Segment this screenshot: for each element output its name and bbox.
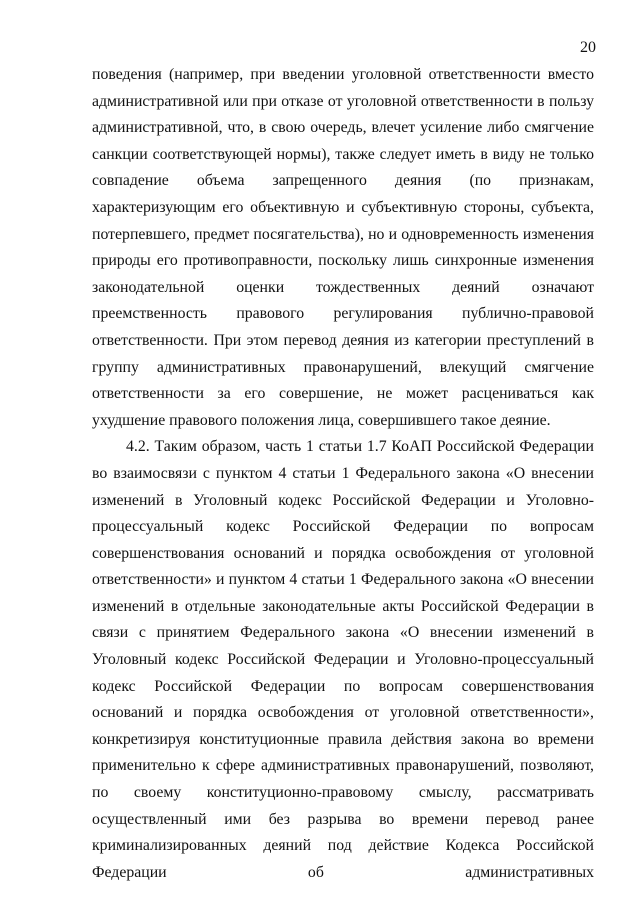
paragraph-continuation: поведения (например, при введении уголовной ответственности вместо административной или при отказе от уголовной ответственности в пользу административной, что, в свою очередь, влечет усиление либо смягчение санкции соответствующей нормы), также следует иметь в виду не только совпадение объема запрещенного деяния (по признакам, характеризующим его объективную и субъективную стороны, субъекта, потерпевшего, предмет посягательства), но и одновременность изменения природы его противоправности, поскольку лишь синхронные изменения законодательной оценки тождественных деяний означают преемственность правового регулирования публично-правовой ответственности. При этом перевод деяния из категории преступлений в группу административных правонарушений, влекущий смягчение ответственности за его совершение, не может расцениваться как ухудшение правового положения лица, совершившего такое деяние. [92, 66, 594, 429]
paragraph-4-2: 4.2. Таким образом, часть 1 статьи 1.7 КоАП Российской Федерации во взаимосвязи с пунктом 4 статьи 1 Федерального закона «О внесении изменений в Уголовный кодекс Российской Федерации и Уголовно-процессуальный кодекс Российской Федерации по вопросам совершенствования оснований и порядка освобождения от уголовной ответственности» и пунктом 4 статьи 1 Федерального закона «О внесении изменений в отдельные законодательные акты Российской Федерации в связи с принятием Федерального закона «О внесении изменений в Уголовный кодекс Российской Федерации и Уголовно-процессуальный кодекс Российской Федерации по вопросам совершенствования оснований и порядка освобождения от уголовной ответственности», конкретизируя конституционные правила действия закона во времени применительно к сфере административных правонарушений, позволяют, по своему конституционно-правовому смыслу, рассматривать осуществленный ими без разрыва во времени перевод ранее криминализированных деяний под действие Кодекса Российской Федерации об административных [92, 438, 594, 881]
page-number: 20 [580, 39, 596, 56]
document-body [92, 62, 594, 886]
